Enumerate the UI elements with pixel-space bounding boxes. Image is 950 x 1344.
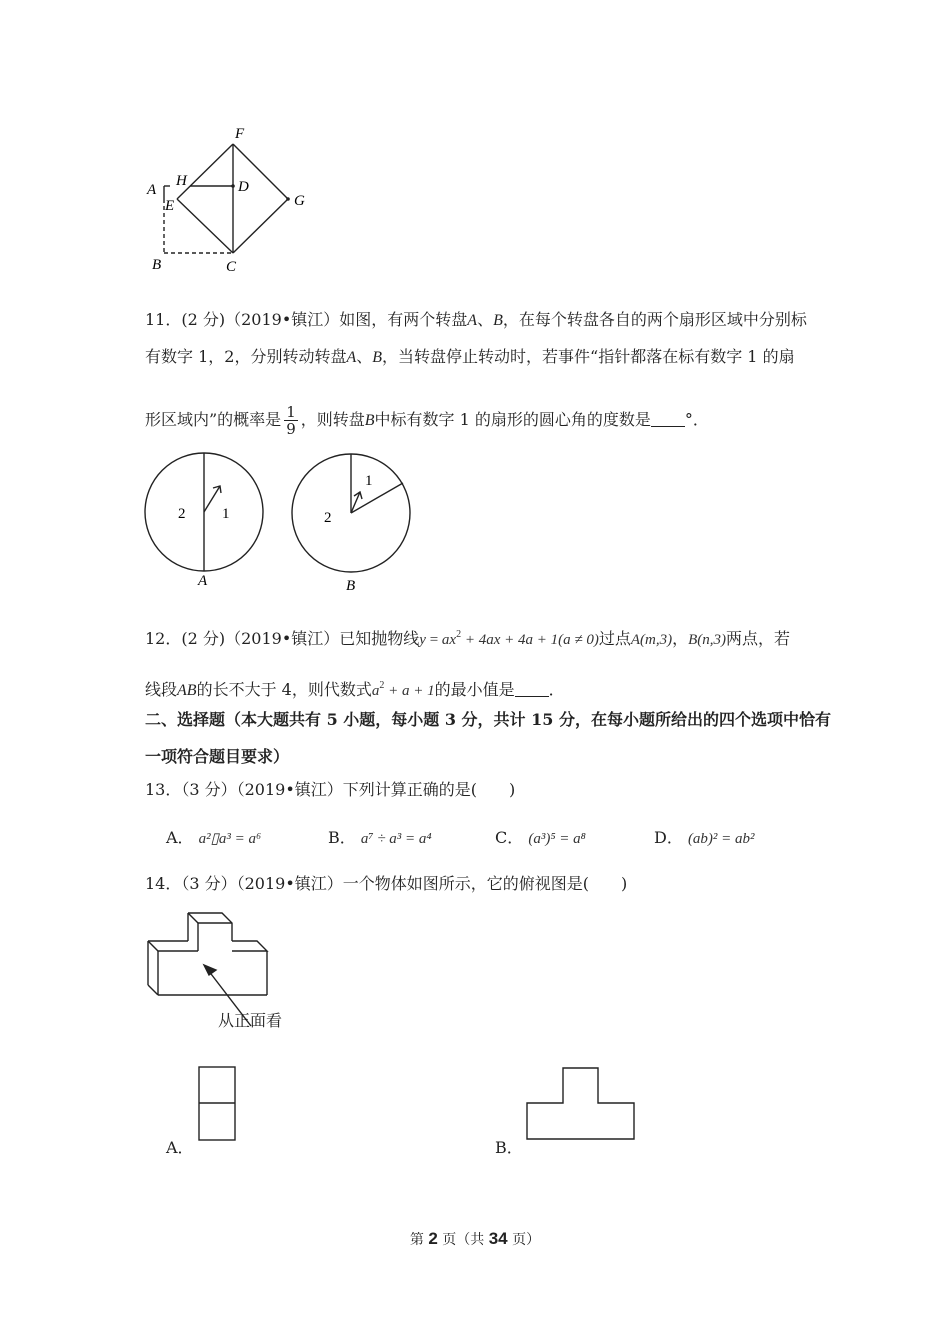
line-FE bbox=[177, 144, 233, 199]
q14-option-B[interactable]: B． bbox=[495, 1138, 523, 1157]
line-EC bbox=[177, 199, 233, 253]
point-D bbox=[231, 184, 235, 188]
dial-B bbox=[290, 452, 420, 592]
answer-blank bbox=[515, 682, 549, 697]
label-F: F bbox=[235, 126, 245, 142]
line-GC bbox=[233, 199, 288, 253]
dial-B-number-2: 2 bbox=[324, 510, 332, 526]
q14-option-A[interactable]: A． bbox=[166, 1138, 194, 1157]
point-G bbox=[286, 197, 290, 201]
q11-line3: 形区域内”的概率是 $\frac{1}{9}$ ，则转盘B中标有数字 1 的扇形的圆心角的度数是 °． bbox=[145, 403, 709, 438]
dial-A-label: A bbox=[198, 573, 208, 589]
q14-option-B-figure[interactable] bbox=[526, 1067, 638, 1143]
label-B: B bbox=[152, 257, 162, 273]
label-A: A bbox=[147, 182, 157, 198]
q13-option-B[interactable]: B． a⁷ ÷ a³ = a⁴ bbox=[328, 828, 432, 847]
dial-B-label: B bbox=[346, 578, 356, 594]
q13-stem: 13．（3 分）（2019•镇江）下列计算正确的是( ) bbox=[145, 780, 516, 799]
label-G: G bbox=[294, 193, 305, 209]
section-2-heading: 二、选择题（本大题共有 5 小题，每小题 3 分，共计 15 分，在每小题所给出的四个选项中恰有 bbox=[145, 710, 831, 729]
q12-line2: 线段AB的长不大于 4，则代数式$a^2 + a + 1$的最小值是 ． bbox=[145, 680, 565, 699]
q13-option-A[interactable]: A． a²▯a³ = a⁶ bbox=[166, 828, 262, 847]
q14-option-A-figure[interactable] bbox=[198, 1066, 238, 1142]
label-H: H bbox=[176, 173, 187, 189]
q12-line1: 12．(2 分)（2019•镇江）已知抛物线$y = ax^2 + 4ax + 4a + 1(a \ne 0)$过点A(m,3)，B(n,3)两点，若 bbox=[145, 629, 791, 648]
pointer-arrow bbox=[204, 486, 220, 512]
view-caption: 从正面看 bbox=[218, 1011, 283, 1030]
page-footer: 第 2 页（共 34 页） bbox=[409, 1229, 541, 1248]
q14-stem: 14．（3 分）（2019•镇江）一个物体如图所示，它的俯视图是( ) bbox=[145, 874, 628, 893]
geometry-figure bbox=[140, 120, 340, 280]
dial-A-number-2: 2 bbox=[178, 506, 186, 522]
label-C: C bbox=[226, 259, 237, 275]
dial-B-number-1: 1 bbox=[365, 473, 373, 489]
answer-blank bbox=[651, 412, 685, 427]
dial-A bbox=[142, 452, 272, 592]
fraction-1-9: $\frac{1}{9}$ bbox=[286, 403, 296, 438]
label-D: D bbox=[238, 179, 249, 195]
section-2-heading-line2: 一项符合题目要求） bbox=[145, 747, 290, 766]
label-E: E bbox=[165, 198, 175, 214]
q11-line1: 11．(2 分)（2019•镇江）如图，有两个转盘A、B，在每个转盘各自的两个扇形区域中分别标 bbox=[145, 310, 807, 329]
q13-option-D[interactable]: D． (ab)² = ab² bbox=[654, 828, 755, 847]
dial-A-number-1: 1 bbox=[222, 506, 230, 522]
q11-line2: 有数字 1，2，分别转动转盘A、B，当转盘停止转动时，若事件“指针都落在标有数字 1 的扇 bbox=[145, 347, 795, 366]
q13-option-C[interactable]: C． (a³)⁵ = a⁸ bbox=[495, 828, 586, 847]
